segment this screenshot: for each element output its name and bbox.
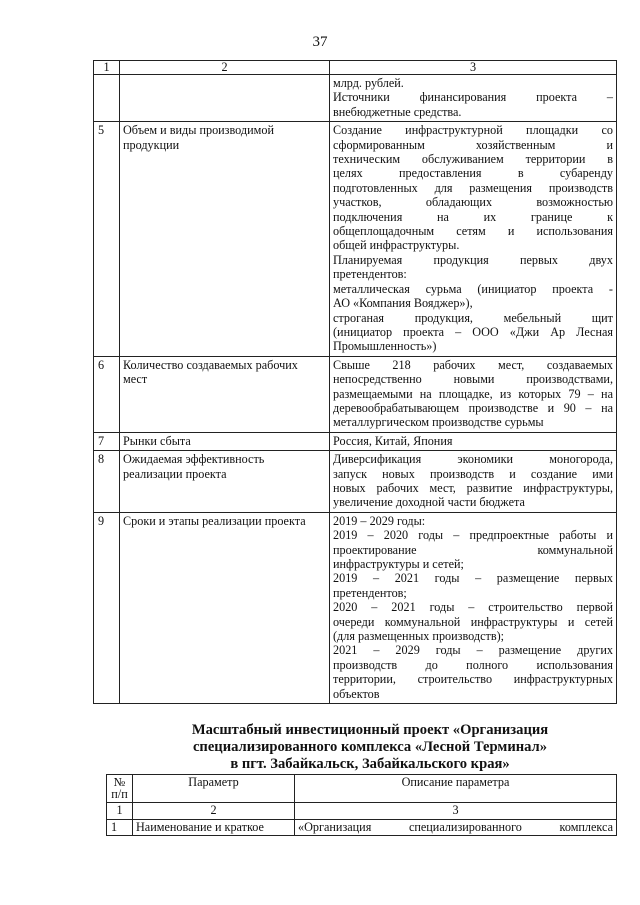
row-description — [330, 75, 617, 122]
header-parameter: Параметр — [133, 775, 295, 803]
row-description — [330, 512, 617, 703]
section-title-line: в пгт. Забайкальск, Забайкальского края» — [230, 756, 510, 773]
description-line: Диверсификация экономики моногорода, — [333, 452, 613, 467]
row-number: 1 — [107, 819, 133, 836]
row-number: 6 — [94, 356, 120, 432]
section-title-line: Масштабный инвестиционный проект «Организация — [191, 722, 549, 738]
description-line: 2021 – 2029 годы – размещение других — [333, 643, 613, 658]
description-line: млрд. рублей. — [333, 76, 404, 90]
row-description — [330, 451, 617, 513]
table-row — [94, 356, 617, 432]
row-description — [330, 432, 617, 450]
column-number-row — [107, 803, 617, 820]
description-line: (для размещенных производств); — [333, 629, 505, 644]
row-number: 7 — [94, 432, 120, 450]
table-row — [94, 451, 617, 513]
parameter-line: Рынки сбыта — [123, 433, 191, 448]
parameter-line: реализации проекта — [123, 466, 227, 481]
description-line: Источники финансирования проекта – — [333, 90, 613, 105]
description-line: сформированным хозяйственным и — [333, 137, 613, 152]
description-line: целях предоставления в субаренду — [333, 166, 613, 181]
table-row — [107, 819, 617, 836]
row-parameter — [120, 432, 330, 450]
column-number: 3 — [295, 803, 617, 820]
row-number: 9 — [94, 512, 120, 703]
page-number: 37 — [312, 34, 328, 50]
row-parameter — [120, 451, 330, 513]
parameter-line: Объем и виды производимой — [123, 123, 274, 138]
description-line: общей инфраструктуры. — [333, 238, 460, 253]
section-title-line: специализированного комплекса «Лесной Терминал» — [192, 739, 548, 756]
row-parameter — [120, 512, 330, 703]
description-line: АО «Компания Вояджер»), — [333, 296, 473, 311]
description-line: объектов — [333, 686, 380, 701]
description-line: непосредственно новыми производствами, — [333, 372, 613, 387]
table-row — [94, 432, 617, 450]
passport-table-continued — [93, 60, 617, 704]
row-parameter: Наименование и краткое — [133, 819, 295, 836]
description-line: размещаемыми на площадке, из которых 79 – на — [333, 386, 613, 401]
row-parameter — [120, 122, 330, 357]
description-line: Свыше 218 рабочих мест, создаваемых — [333, 357, 613, 372]
parameter-line: Сроки и этапы реализации проекта — [123, 513, 306, 528]
description-line: металлическая сурьма (инициатор проекта - — [333, 281, 613, 296]
table-row — [94, 512, 617, 703]
row-description — [295, 819, 617, 836]
description-line: внебюджетные средства. — [333, 104, 462, 119]
description-line: участков, обладающих возможностью — [333, 195, 613, 210]
row-number — [94, 75, 120, 122]
description-line: 2019 – 2021 годы – размещение первых — [333, 571, 613, 586]
column-number: 2 — [120, 61, 330, 75]
description-line: металлургическом производстве сурьмы — [333, 415, 544, 430]
header-description: Описание параметра — [295, 775, 617, 803]
description-line: техническим обслуживанием территории в — [333, 152, 613, 167]
table-row — [94, 75, 617, 122]
header-number: № п/п — [107, 775, 133, 803]
row-parameter — [120, 75, 330, 122]
description-line: строганая продукция, мебельный щит — [333, 310, 613, 325]
row-number: 5 — [94, 122, 120, 357]
description-line: (инициатор проекта – ООО «Джи Ар Лесная — [333, 324, 613, 339]
description-line: запуск новых производств и создание ими — [333, 466, 613, 481]
parameter-line: мест — [123, 372, 148, 387]
description-line: «Организация специализированного комплекса — [298, 819, 613, 834]
row-description — [330, 122, 617, 357]
description-line: Промышленность») — [333, 339, 437, 354]
column-number: 2 — [133, 803, 295, 820]
description-line: проектирование коммунальной — [333, 542, 613, 557]
description-line: 2019 – 2029 годы: — [333, 513, 426, 528]
description-line: новых рабочих мест, развитие инфраструктуры, — [333, 480, 613, 495]
parameter-line: Количество создаваемых рабочих — [123, 357, 298, 372]
row-number: 8 — [94, 451, 120, 513]
row-parameter — [120, 356, 330, 432]
section-title — [150, 722, 590, 774]
table-header-row — [107, 775, 617, 803]
description-line: территории, строительство инфраструктурных — [333, 672, 613, 687]
investment-project-table — [106, 774, 617, 836]
description-line: 2020 – 2021 годы – строительство первой — [333, 600, 613, 615]
table-row — [94, 122, 617, 357]
description-line: инфраструктуры и сетей; — [333, 557, 464, 571]
description-line: претендентов; — [333, 585, 407, 600]
column-number: 1 — [107, 803, 133, 820]
description-line: Создание инфраструктурной площадки со — [333, 123, 613, 138]
row-description — [330, 356, 617, 432]
parameter-line: продукции — [123, 137, 180, 152]
description-line: претендентов: — [333, 267, 407, 282]
parameter-line: Ожидаемая эффективность — [123, 452, 265, 467]
column-number: 1 — [94, 61, 120, 75]
description-line: Россия, Китай, Япония — [333, 433, 453, 448]
description-line: очереди коммунальной инфраструктуры и сетей — [333, 614, 613, 629]
description-line: подготовленных для размещения производств — [333, 180, 613, 195]
description-line: общеплощадочным сетям и использования — [333, 224, 613, 239]
description-line: 2019 – 2020 годы – предпроектные работы и — [333, 528, 613, 543]
description-line: подключения на их границе к — [333, 209, 613, 224]
description-line: Планируемая продукция первых двух — [333, 252, 613, 267]
description-line: производств до полного использования — [333, 657, 613, 672]
column-number-row — [94, 61, 617, 75]
description-line: увеличение доходной части бюджета — [333, 495, 525, 510]
description-line: деревообрабатывающем производстве и 90 – на — [333, 400, 613, 415]
column-number: 3 — [330, 61, 617, 75]
